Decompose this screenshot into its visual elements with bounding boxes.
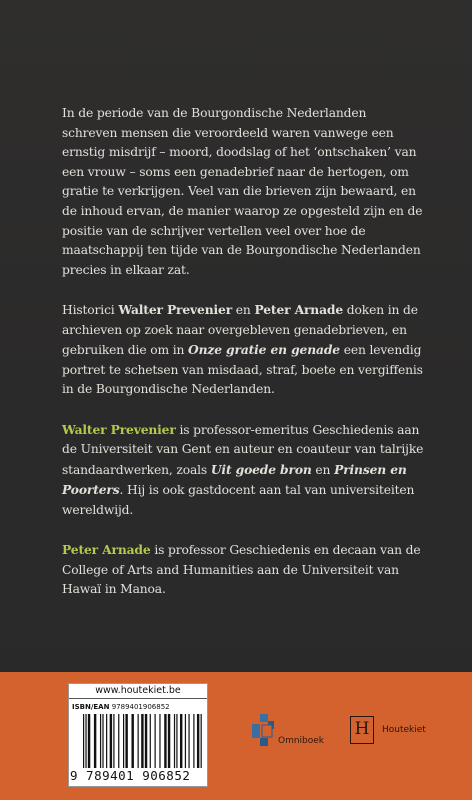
barcode-bar: [106, 714, 107, 768]
houtekiet-mark-icon: H: [350, 716, 374, 744]
text-span: en: [232, 302, 255, 317]
barcode-bar: [85, 714, 86, 768]
text-span: een levendig portret te schetsen van misdaad, straf, boete en vergiffenis in de Bourgondische Nederlanden.: [62, 343, 423, 397]
barcode-bar: [113, 714, 114, 768]
isbn-row: [72, 702, 204, 713]
publisher-url[interactable]: www.houtekiet.be: [69, 684, 207, 699]
barcode-bar: [164, 714, 166, 768]
omniboek-mark-icon: [250, 714, 278, 748]
barcode-bar: [131, 714, 133, 768]
barcode-bar: [145, 714, 147, 768]
barcode-bar: [197, 714, 199, 768]
barcode-bar: [188, 714, 189, 768]
book-title: Onze gratie en genade: [188, 342, 340, 358]
barcode-bar: [83, 714, 84, 768]
text-span: is professor Geschiedenis en decaan van de College of Arts and Humanities aan de Universiteit van Hawaï in Manoa.: [62, 543, 421, 597]
paragraph-historians: [62, 300, 424, 400]
barcode-bar: [94, 714, 96, 768]
barcode-bar: [125, 714, 127, 768]
paragraph-bio-peter: [62, 540, 424, 600]
barcode-bar: [150, 714, 151, 768]
barcode-label: [68, 683, 208, 787]
text-span: . Hij is ook gastdocent aan tal van universiteiten wereldwijd.: [62, 483, 415, 517]
paragraph-intro: In de periode van de Bourgondische Nederlanden schreven mensen die veroordeeld waren vanwege een ernstig misdrijf – moord, doodslag of het ‘ontschaken’ van een vrouw – soms een genadebrief naar de hertogen, om gratie te verkrijgen. Veel van die brieven zijn bewaard, en de inhoud ervan, de manier waarop ze opgesteld zijn en de positie van de schrijver vertellen veel over hoe de maatschappij ten tijde van de Bourgondische Nederlanden precies in elkaar zat.: [62, 106, 423, 277]
houtekiet-logo: [350, 716, 440, 750]
isbn-label: ISBN/EAN: [72, 703, 110, 711]
blurb-text: [62, 104, 424, 619]
barcode-bar: [123, 714, 124, 768]
barcode-bar: [102, 714, 103, 768]
barcode-bar: [138, 714, 139, 768]
text-span: doken in de archieven op zoek naar overgebleven genadebrieven, en gebruiken die om in: [62, 302, 418, 358]
barcode-bar: [180, 714, 182, 768]
text-span: is professor-emeritus Geschiedenis aan de Universiteit van Gent en auteur en coauteur van talrijke standaardwerken, zoals: [62, 422, 424, 477]
barcode-bar: [141, 714, 143, 768]
barcode-bar: [168, 714, 170, 768]
barcode-bar: [155, 714, 156, 768]
bio-name-peter: Peter Arnade: [62, 542, 151, 558]
barcode-bar: [110, 714, 112, 768]
author-name-peter: Peter Arnade: [254, 301, 344, 317]
barcode-bar: [201, 714, 202, 768]
text-span: Historici: [62, 302, 119, 317]
barcode-icon: [83, 714, 203, 768]
omniboek-logo: [250, 714, 330, 754]
bio-name-walter: Walter Prevenier: [62, 421, 176, 437]
barcode-bar: [174, 714, 175, 768]
barcode-bar: [88, 714, 90, 768]
barcode-number: 9 789401 906852: [70, 768, 191, 783]
paragraph-bio-walter: [62, 420, 424, 521]
book-title-uit-goede-bron: Uit goede bron: [210, 461, 312, 477]
isbn-value: 9789401906852: [111, 703, 170, 711]
barcode-bar: [185, 714, 186, 768]
barcode-bar: [159, 714, 160, 768]
text-span: en: [311, 462, 335, 477]
barcode-bar: [176, 714, 177, 768]
houtekiet-label: Houtekiet: [382, 725, 426, 735]
barcode-bar: [118, 714, 119, 768]
author-name-walter: Walter Prevenier: [118, 301, 233, 317]
book-title-prinsen-en-poorters: Prinsen en Poorters: [62, 461, 407, 498]
barcode-bar: [193, 714, 194, 768]
omniboek-label: Omniboek: [278, 736, 325, 746]
barcode-bar: [100, 714, 101, 768]
